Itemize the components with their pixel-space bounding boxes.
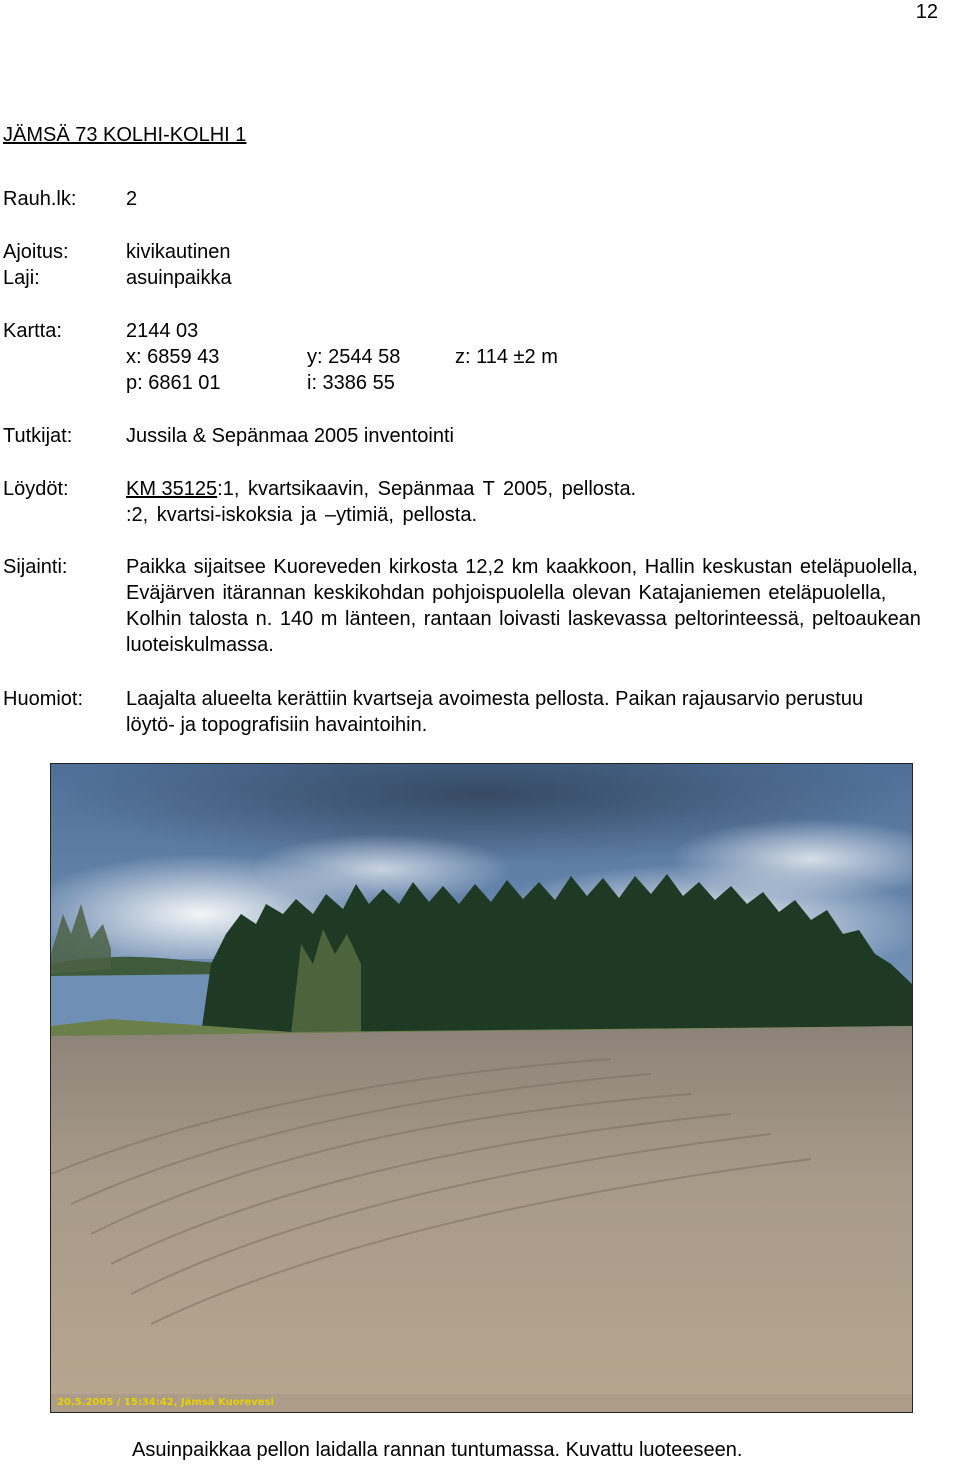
- coord-z: z: 114 ±2 m: [455, 346, 558, 368]
- loydot-line-1-rest: :1, kvartsikaavin, Sepänmaa T 2005, pellosta.: [217, 478, 637, 500]
- page-title: JÄMSÄ 73 KOLHI-KOLHI 1: [3, 124, 247, 146]
- ploughed-field: [51, 1026, 912, 1412]
- ajoitus-value: kivikautinen: [126, 241, 231, 263]
- laji-value: asuinpaikka: [126, 267, 232, 289]
- huomiot-label: Huomiot:: [3, 688, 84, 710]
- huomiot-text: Laajalta alueelta kerättiin kvartseja avoimesta pellosta. Paikan rajausarvio perustuu löytö- ja topografisiin havaintoihin.: [126, 688, 864, 736]
- tutkijat-label: Tutkijat:: [3, 425, 73, 447]
- coord-i: i: 3386 55: [307, 372, 395, 394]
- kartta-value: 2144 03: [126, 320, 199, 342]
- loydot-line-2: :2, kvartsi-iskoksia ja –ytimiä, pellosta.: [126, 504, 478, 526]
- loydot-label: Löydöt:: [3, 478, 69, 500]
- page-number: 12: [915, 1, 938, 23]
- field-landscape-image: [51, 764, 912, 1412]
- sijainti-text: Paikka sijaitsee Kuoreveden kirkosta 12,2 km kaakkoon, Hallin keskustan eteläpuolella, Eväjärven itärannan keskikohdan pohjoispuolella olevan Katajaniemen eteläpuolella, Kolhin talosta n. 140 m länteen, rantaan loivasti laskevassa peltorinteessä, peltoaukean luoteiskulmassa.: [126, 556, 921, 656]
- coord-p: p: 6861 01: [126, 372, 221, 394]
- catalog-number: KM 35125: [126, 478, 218, 500]
- coord-y: y: 2544 58: [307, 346, 401, 368]
- tutkijat-value: Jussila & Sepänmaa 2005 inventointi: [126, 425, 454, 447]
- rauh-label: Rauh.lk:: [3, 188, 77, 210]
- photo-caption: Asuinpaikkaa pellon laidalla rannan tuntumassa. Kuvattu luoteeseen.: [132, 1439, 743, 1461]
- ajoitus-label: Ajoitus:: [3, 241, 69, 263]
- photo-timestamp: 20.5.2005 / 15:34:42, Jämsä Kuorevesi: [57, 1397, 274, 1408]
- laji-label: Laji:: [3, 267, 40, 289]
- loydot-line-1: [126, 477, 636, 501]
- rauh-value: 2: [126, 188, 138, 210]
- coord-x: x: 6859 43: [126, 346, 220, 368]
- site-photo: [50, 763, 913, 1413]
- kartta-label: Kartta:: [3, 320, 62, 342]
- sijainti-label: Sijainti:: [3, 556, 68, 578]
